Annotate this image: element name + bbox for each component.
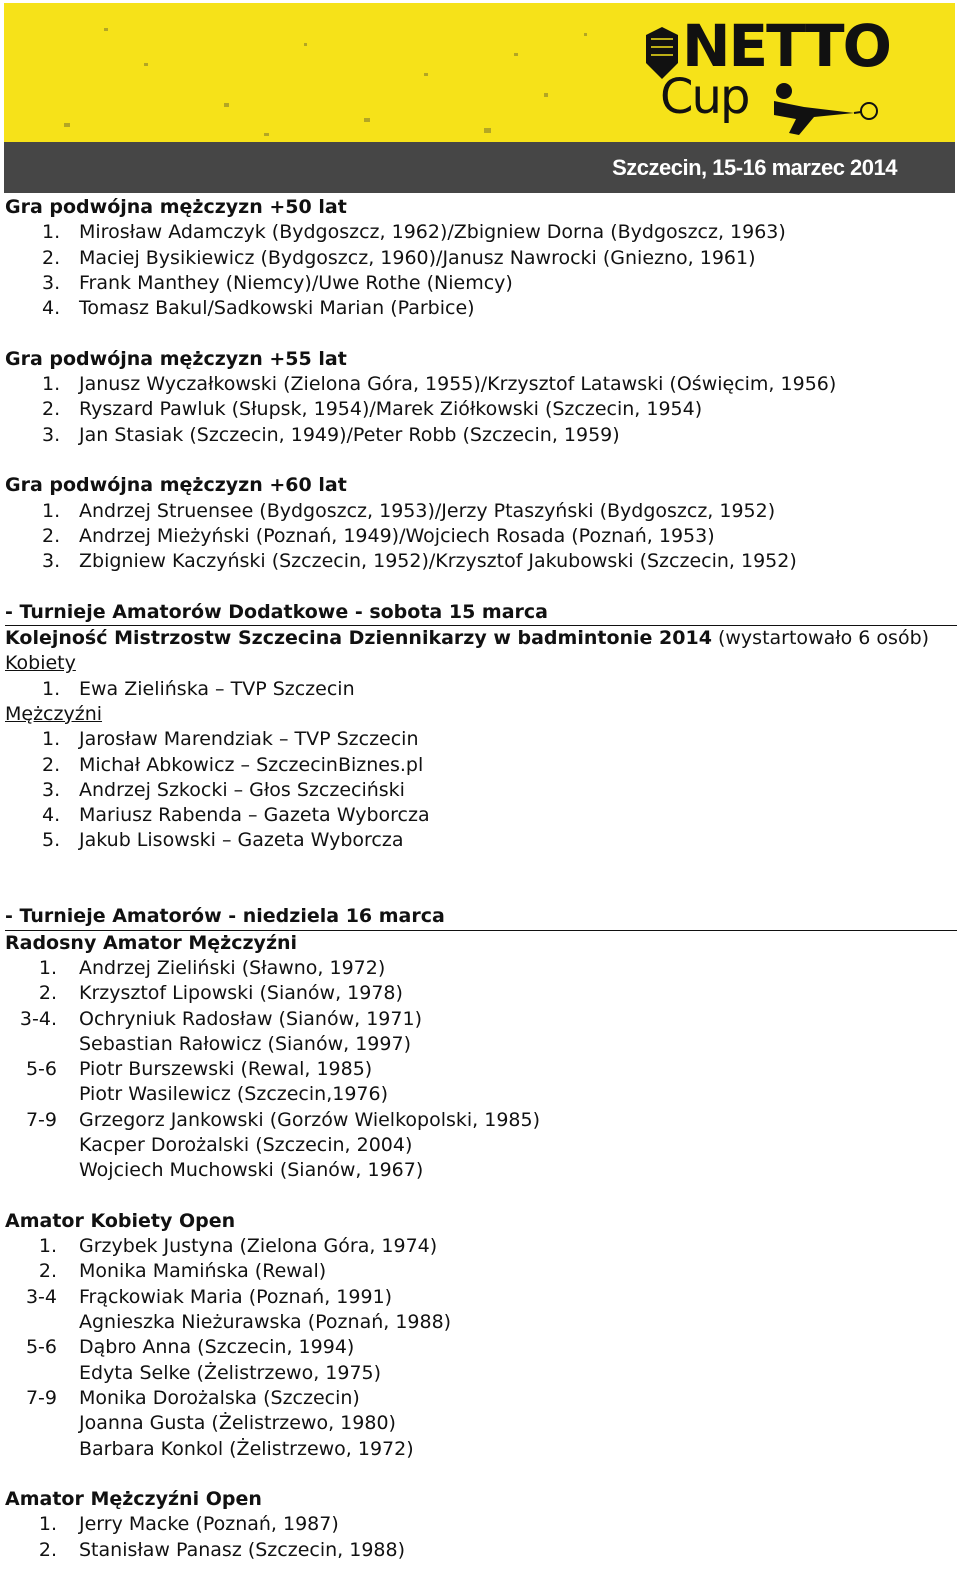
list-item-number: 2.	[42, 753, 61, 776]
list-item	[5, 727, 957, 752]
results-list	[5, 677, 957, 702]
section-title: - Turnieje Amatorów - niedziela 16 marca	[5, 904, 957, 930]
list-item-text: Sebastian Rałowicz (Sianów, 1997)	[79, 1032, 411, 1055]
list-item	[5, 1007, 957, 1032]
list-item-number: 4.	[42, 804, 61, 827]
list-item-number: 1.	[42, 677, 61, 700]
list-item-number: 1.	[42, 373, 61, 396]
list-item-text: Mirosław Adamczyk (Bydgoszcz, 1962)/Zbigniew Dorna (Bydgoszcz, 1963)	[79, 221, 786, 244]
results-list	[5, 727, 957, 853]
list-item-number: 1.	[38, 1513, 57, 1536]
list-item-text: Janusz Wyczałkowski (Zielona Góra, 1955)/Krzysztof Latawski (Oświęcim, 1956)	[79, 373, 837, 396]
results-list	[5, 499, 957, 575]
results-list	[5, 372, 957, 448]
list-item-number: 7-9	[25, 1108, 57, 1131]
list-item	[5, 828, 957, 853]
list-item	[5, 1158, 957, 1183]
list-item	[5, 271, 957, 296]
list-item-number: 4.	[42, 297, 61, 320]
list-item-text: Ryszard Pawluk (Słupsk, 1954)/Marek Ziółkowski (Szczecin, 1954)	[79, 398, 703, 421]
list-item-text: Piotr Wasilewicz (Szczecin,1976)	[79, 1083, 389, 1106]
list-item-text: Maciej Bysikiewicz (Bydgoszcz, 1960)/Janusz Nawrocki (Gniezno, 1961)	[79, 246, 756, 269]
list-item	[5, 499, 957, 524]
list-item	[5, 1512, 957, 1537]
list-item-text: Stanisław Panasz (Szczecin, 1988)	[79, 1538, 406, 1561]
list-item-number: 3.	[42, 550, 61, 573]
list-item	[5, 1310, 957, 1335]
list-item-text: Dąbro Anna (Szczecin, 1994)	[79, 1336, 355, 1359]
list-item	[5, 1437, 957, 1462]
list-item-text: Andrzej Szkocki – Głos Szczeciński	[79, 778, 405, 801]
list-item-number: 1.	[38, 956, 57, 979]
list-item-number: 5-6	[25, 1336, 57, 1359]
event-date: Szczecin, 15-16 marzec 2014	[612, 155, 897, 180]
list-item-number: 3.	[42, 271, 61, 294]
list-item-text: Andrzej Struensee (Bydgoszcz, 1953)/Jerzy Ptaszyński (Bydgoszcz, 1952)	[79, 499, 776, 522]
list-item-text: Agnieszka Nieżurawska (Poznań, 1988)	[79, 1311, 452, 1334]
list-item-number: 2.	[38, 982, 57, 1005]
list-item-text: Piotr Burszewski (Rewal, 1985)	[79, 1058, 373, 1081]
list-item-number: 2.	[38, 1538, 57, 1561]
list-item	[5, 1108, 957, 1133]
list-item-number: 3.	[42, 423, 61, 446]
list-item	[5, 1386, 957, 1411]
list-item	[5, 1335, 957, 1360]
list-item	[5, 397, 957, 422]
list-item-text: Krzysztof Lipowski (Sianów, 1978)	[79, 982, 403, 1005]
list-item	[5, 753, 957, 778]
section-title: Gra podwójna mężczyzn +60 lat	[5, 474, 347, 497]
results-list	[5, 1512, 957, 1563]
logo-netto: NETTO	[682, 12, 890, 80]
list-item-number: 2.	[42, 398, 61, 421]
list-item	[5, 677, 957, 702]
list-item-text: Andrzej Mieżyński (Poznań, 1949)/Wojciech Rosada (Poznań, 1953)	[79, 524, 715, 547]
results-list	[5, 220, 957, 321]
list-item	[5, 956, 957, 981]
badminton-player-icon	[744, 81, 884, 141]
list-item-text: Joanna Gusta (Żelistrzewo, 1980)	[79, 1412, 396, 1435]
list-item-text: Tomasz Bakul/Sadkowski Marian (Parbice)	[79, 297, 475, 320]
list-item	[5, 524, 957, 549]
list-item	[5, 1259, 957, 1284]
list-item	[5, 1032, 957, 1057]
category-label: Kobiety	[5, 652, 76, 675]
list-item-text: Mariusz Rabenda – Gazeta Wyborcza	[79, 804, 430, 827]
list-item-text: Michał Abkowicz – SzczecinBiznes.pl	[79, 753, 424, 776]
results-list	[5, 956, 957, 1184]
list-item-text: Frąckowiak Maria (Poznań, 1991)	[79, 1285, 393, 1308]
list-item	[5, 220, 957, 245]
list-item-number: 5.	[42, 829, 61, 852]
list-item-number: 2.	[42, 246, 61, 269]
list-item-number: 2.	[38, 1260, 57, 1283]
logo-cup: Cup	[660, 69, 749, 125]
section-title: - Turnieje Amatorów Dodatkowe - sobota 15 marca	[5, 600, 957, 626]
list-item	[5, 981, 957, 1006]
list-item-number: 2.	[42, 524, 61, 547]
list-item-text: Wojciech Muchowski (Sianów, 1967)	[79, 1159, 424, 1182]
list-item	[5, 423, 957, 448]
header-banner	[4, 3, 955, 193]
list-item-number: 1.	[38, 1235, 57, 1258]
list-item-number: 1.	[42, 728, 61, 751]
list-item	[5, 549, 957, 574]
list-item-text: Kacper Dorożalski (Szczecin, 2004)	[79, 1133, 413, 1156]
list-item	[5, 803, 957, 828]
section-title: Gra podwójna mężczyzn +50 lat	[5, 196, 347, 218]
list-item-text: Jakub Lisowski – Gazeta Wyborcza	[79, 829, 404, 852]
list-item-number: 1.	[42, 499, 61, 522]
list-item-number: 7-9	[25, 1386, 57, 1409]
list-item-text: Jerry Macke (Poznań, 1987)	[79, 1513, 339, 1536]
list-item-text: Ochryniuk Radosław (Sianów, 1971)	[79, 1007, 422, 1030]
list-item-number: 3-4.	[19, 1007, 57, 1030]
list-item	[5, 1361, 957, 1386]
list-item	[5, 372, 957, 397]
list-item	[5, 1082, 957, 1107]
list-item	[5, 1285, 957, 1310]
list-item	[5, 778, 957, 803]
list-item-number: 3-4	[25, 1285, 57, 1308]
list-item-text: Edyta Selke (Żelistrzewo, 1975)	[79, 1361, 382, 1384]
list-item	[5, 1538, 957, 1563]
list-item	[5, 1234, 957, 1259]
list-item-text: Frank Manthey (Niemcy)/Uwe Rothe (Niemcy)	[79, 271, 513, 294]
list-item-text: Ewa Zielińska – TVP Szczecin	[79, 677, 355, 700]
list-item-text: Andrzej Zieliński (Sławno, 1972)	[79, 956, 386, 979]
results-document	[5, 195, 957, 1563]
list-item-text: Monika Dorożalska (Szczecin)	[79, 1386, 360, 1409]
list-item	[5, 246, 957, 271]
list-item	[5, 1411, 957, 1436]
category-title: Radosny Amator Mężczyźni	[5, 931, 298, 954]
subtitle: Kolejność Mistrzostw Szczecina Dziennikarzy w badmintonie 2014 (wystartowało 6 osób)	[5, 627, 930, 650]
list-item	[5, 1057, 957, 1082]
list-item	[5, 296, 957, 321]
list-item-text: Monika Mamińska (Rewal)	[79, 1260, 327, 1283]
list-item-text: Barbara Konkol (Żelistrzewo, 1972)	[79, 1437, 414, 1460]
list-item-text: Zbigniew Kaczyński (Szczecin, 1952)/Krzysztof Jakubowski (Szczecin, 1952)	[79, 550, 797, 573]
list-item-number: 1.	[42, 221, 61, 244]
list-item-text: Grzegorz Jankowski (Gorzów Wielkopolski, 1985)	[79, 1108, 541, 1131]
list-item-text: Jarosław Marendziak – TVP Szczecin	[79, 728, 419, 751]
list-item-number: 3.	[42, 778, 61, 801]
section-title: Gra podwójna mężczyzn +55 lat	[5, 347, 347, 370]
category-label: Mężczyźni	[5, 702, 103, 725]
list-item	[5, 1133, 957, 1158]
category-title: Amator Mężczyźni Open	[5, 1488, 262, 1511]
list-item-text: Grzybek Justyna (Zielona Góra, 1974)	[79, 1235, 438, 1258]
category-title: Amator Kobiety Open	[5, 1209, 236, 1232]
list-item-number: 5-6	[25, 1058, 57, 1081]
list-item-text: Jan Stasiak (Szczecin, 1949)/Peter Robb (Szczecin, 1959)	[79, 423, 620, 446]
results-list	[5, 1234, 957, 1462]
